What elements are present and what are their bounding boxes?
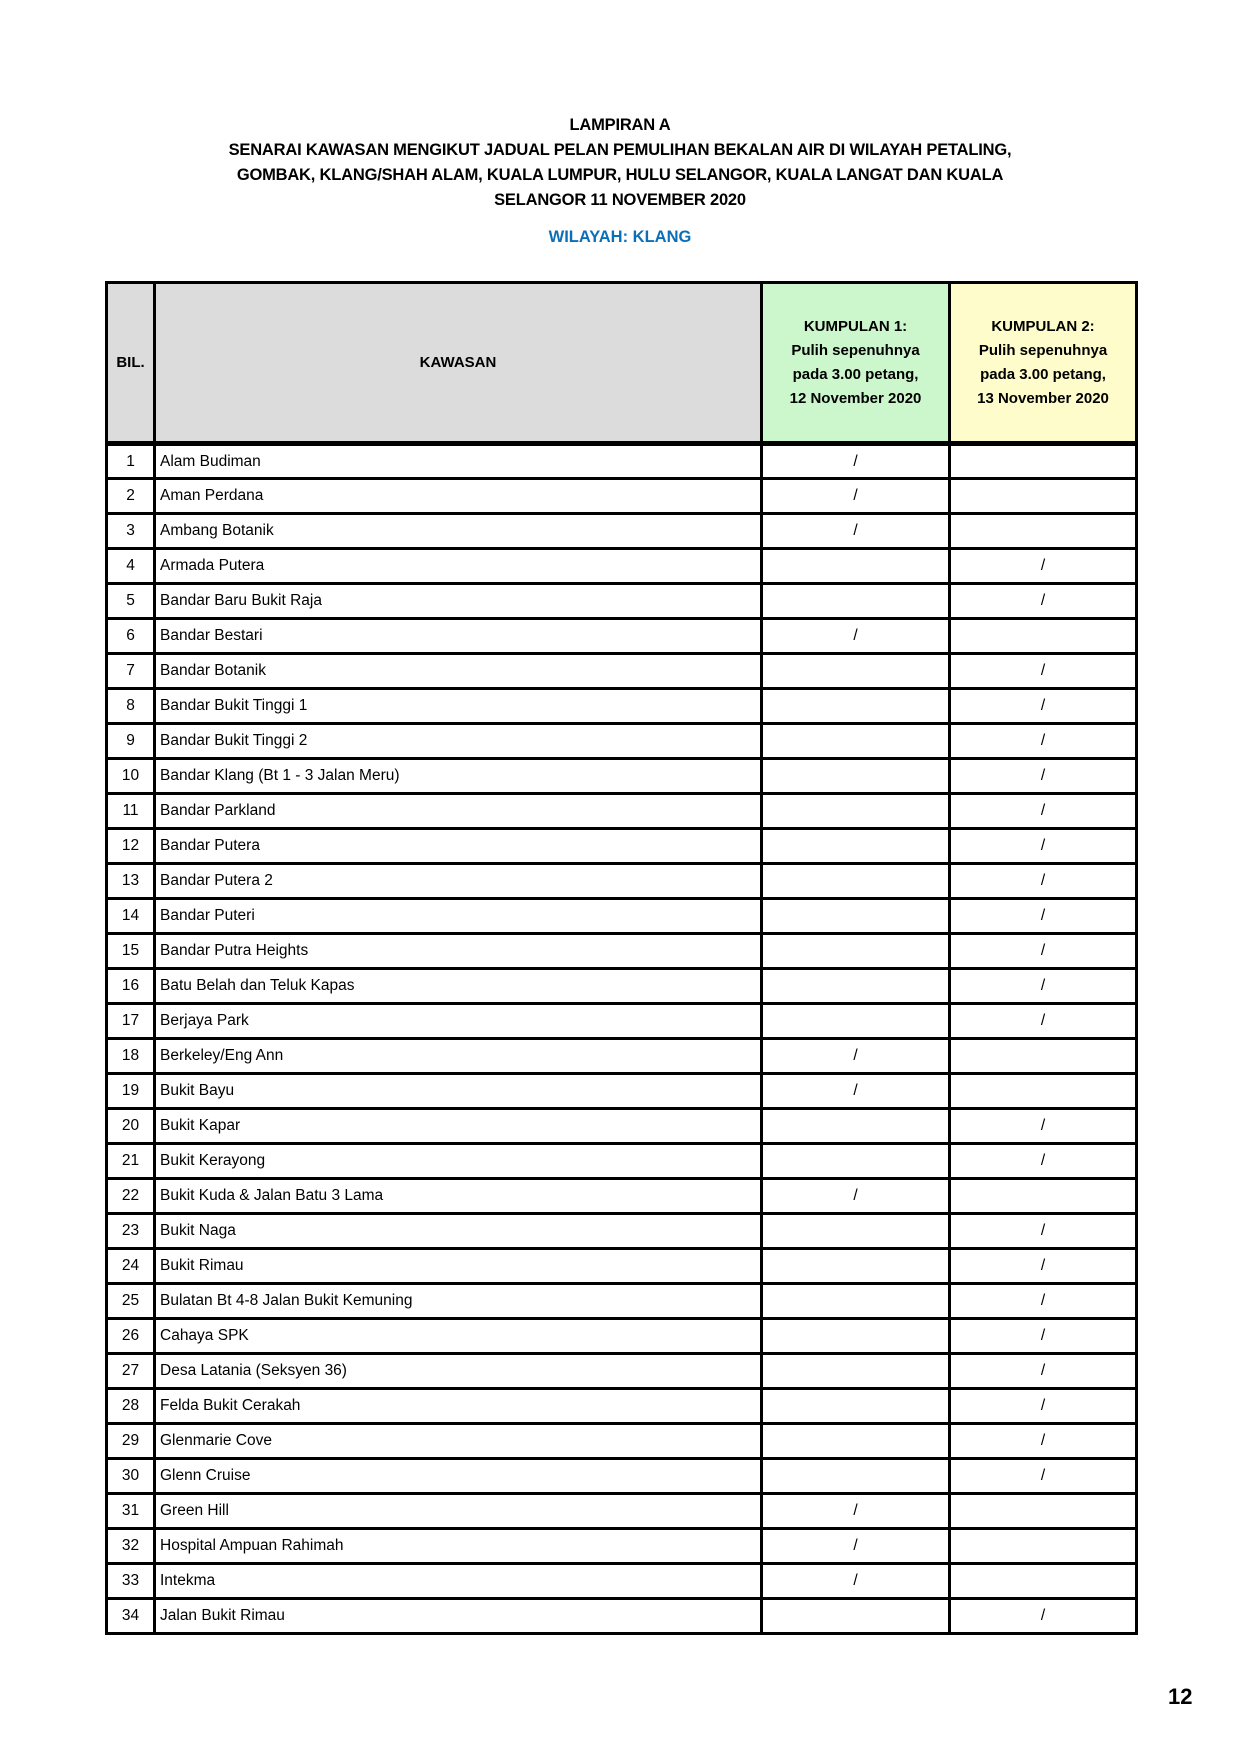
bil-cell: 19	[107, 1074, 155, 1109]
kawasan-cell: Bukit Bayu	[155, 1074, 762, 1109]
kumpulan2-cell: /	[950, 1389, 1137, 1424]
bil-cell: 16	[107, 969, 155, 1004]
kumpulan2-cell: /	[950, 1284, 1137, 1319]
kumpulan2-cell	[950, 1039, 1137, 1074]
kawasan-cell: Bandar Parkland	[155, 794, 762, 829]
kumpulan1-line-1: Pulih sepenuhnya	[791, 341, 920, 359]
kumpulan2-cell: /	[950, 689, 1137, 724]
table-row	[107, 1389, 1137, 1424]
bil-cell: 27	[107, 1354, 155, 1389]
kumpulan2-cell	[950, 514, 1137, 549]
kumpulan2-cell: /	[950, 724, 1137, 759]
kumpulan1-cell	[762, 864, 950, 899]
bil-cell: 10	[107, 759, 155, 794]
header-bil: BIL.	[107, 283, 155, 444]
table-header-row	[107, 283, 1137, 444]
kumpulan2-cell	[950, 1179, 1137, 1214]
kumpulan1-cell	[762, 1109, 950, 1144]
kumpulan1-cell	[762, 759, 950, 794]
header-kumpulan-2	[950, 283, 1137, 444]
bil-cell: 34	[107, 1599, 155, 1634]
kawasan-cell: Alam Budiman	[155, 444, 762, 479]
kumpulan1-cell	[762, 1599, 950, 1634]
bil-cell: 31	[107, 1494, 155, 1529]
kawasan-cell: Bandar Bukit Tinggi 2	[155, 724, 762, 759]
bil-cell: 4	[107, 549, 155, 584]
table-row	[107, 1354, 1137, 1389]
bil-cell: 11	[107, 794, 155, 829]
kumpulan1-cell: /	[762, 514, 950, 549]
table-row	[107, 899, 1137, 934]
kumpulan1-cell	[762, 1319, 950, 1354]
table-row	[107, 724, 1137, 759]
kawasan-cell: Jalan Bukit Rimau	[155, 1599, 762, 1634]
table-row	[107, 1179, 1137, 1214]
kumpulan1-cell	[762, 549, 950, 584]
water-recovery-schedule-table	[105, 281, 1138, 1635]
kumpulan1-line-2: pada 3.00 petang,	[792, 365, 919, 383]
kumpulan2-line-1: Pulih sepenuhnya	[978, 341, 1108, 359]
table-row	[107, 1004, 1137, 1039]
kumpulan1-cell	[762, 899, 950, 934]
table-row	[107, 444, 1137, 479]
kawasan-cell: Intekma	[155, 1564, 762, 1599]
kawasan-cell: Ambang Botanik	[155, 514, 762, 549]
kumpulan2-line-2: pada 3.00 petang,	[980, 365, 1106, 383]
kumpulan1-cell	[762, 689, 950, 724]
kumpulan2-cell: /	[950, 829, 1137, 864]
table-row	[107, 654, 1137, 689]
table-row	[107, 619, 1137, 654]
kumpulan2-cell: /	[950, 864, 1137, 899]
table-row	[107, 1249, 1137, 1284]
kumpulan1-cell: /	[762, 1564, 950, 1599]
kawasan-cell: Bulatan Bt 4-8 Jalan Bukit Kemuning	[155, 1284, 762, 1319]
kumpulan2-cell: /	[950, 584, 1137, 619]
bil-cell: 20	[107, 1109, 155, 1144]
kumpulan1-cell	[762, 969, 950, 1004]
kumpulan2-cell: /	[950, 654, 1137, 689]
kumpulan2-cell: /	[950, 934, 1137, 969]
kawasan-cell: Green Hill	[155, 1494, 762, 1529]
table-row	[107, 479, 1137, 514]
table-row	[107, 584, 1137, 619]
table-row	[107, 1214, 1137, 1249]
kumpulan1-cell: /	[762, 1529, 950, 1564]
kawasan-cell: Bandar Bukit Tinggi 1	[155, 689, 762, 724]
kumpulan2-cell: /	[950, 794, 1137, 829]
bil-cell: 30	[107, 1459, 155, 1494]
title-line-3: SELANGOR 11 NOVEMBER 2020	[494, 191, 746, 209]
kumpulan2-line-3: 13 November 2020	[977, 389, 1109, 407]
header-kumpulan-1	[762, 283, 950, 444]
kawasan-cell: Bandar Putera 2	[155, 864, 762, 899]
bil-cell: 29	[107, 1424, 155, 1459]
kumpulan2-line-0: KUMPULAN 2:	[991, 317, 1095, 335]
table-row	[107, 1144, 1137, 1179]
kumpulan1-cell: /	[762, 1039, 950, 1074]
kumpulan1-cell	[762, 654, 950, 689]
kumpulan1-cell	[762, 584, 950, 619]
bil-cell: 32	[107, 1529, 155, 1564]
kumpulan1-cell	[762, 1424, 950, 1459]
table-body	[107, 444, 1137, 1634]
kumpulan2-cell: /	[950, 1459, 1137, 1494]
kawasan-cell: Hospital Ampuan Rahimah	[155, 1529, 762, 1564]
table-row	[107, 1319, 1137, 1354]
bil-cell: 18	[107, 1039, 155, 1074]
kumpulan1-cell: /	[762, 479, 950, 514]
table-row	[107, 1494, 1137, 1529]
title-line-2: GOMBAK, KLANG/SHAH ALAM, KUALA LUMPUR, HULU SELANGOR, KUALA LANGAT DAN KUALA	[236, 166, 1004, 184]
kawasan-cell: Bandar Baru Bukit Raja	[155, 584, 762, 619]
table-row	[107, 794, 1137, 829]
kumpulan1-cell	[762, 1284, 950, 1319]
region-label: WILAYAH: KLANG	[548, 228, 692, 246]
kumpulan1-cell	[762, 1214, 950, 1249]
bil-cell: 9	[107, 724, 155, 759]
title-line-1: SENARAI KAWASAN MENGIKUT JADUAL PELAN PEMULIHAN BEKALAN AIR DI WILAYAH PETALING,	[228, 141, 1012, 159]
kawasan-cell: Bandar Putra Heights	[155, 934, 762, 969]
bil-cell: 14	[107, 899, 155, 934]
table-row	[107, 759, 1137, 794]
table-row	[107, 1284, 1137, 1319]
kumpulan1-cell: /	[762, 619, 950, 654]
kawasan-cell: Berjaya Park	[155, 1004, 762, 1039]
kawasan-cell: Cahaya SPK	[155, 1319, 762, 1354]
kumpulan1-line-3: 12 November 2020	[789, 389, 922, 407]
bil-cell: 22	[107, 1179, 155, 1214]
kawasan-cell: Batu Belah dan Teluk Kapas	[155, 969, 762, 1004]
page-number: 12	[1168, 1684, 1193, 1709]
kumpulan1-cell	[762, 794, 950, 829]
kumpulan1-cell: /	[762, 1179, 950, 1214]
kumpulan2-cell: /	[950, 1249, 1137, 1284]
kumpulan2-cell	[950, 1564, 1137, 1599]
bil-cell: 24	[107, 1249, 155, 1284]
table-row	[107, 1109, 1137, 1144]
kumpulan2-cell	[950, 1494, 1137, 1529]
table-row	[107, 1529, 1137, 1564]
bil-cell: 1	[107, 444, 155, 479]
bil-cell: 33	[107, 1564, 155, 1599]
bil-cell: 7	[107, 654, 155, 689]
kumpulan1-cell: /	[762, 1074, 950, 1109]
kumpulan1-cell	[762, 1144, 950, 1179]
kumpulan2-cell: /	[950, 1599, 1137, 1634]
kawasan-cell: Bandar Klang (Bt 1 - 3 Jalan Meru)	[155, 759, 762, 794]
bil-cell: 8	[107, 689, 155, 724]
bil-cell: 13	[107, 864, 155, 899]
bil-cell: 12	[107, 829, 155, 864]
kawasan-cell: Bukit Kuda & Jalan Batu 3 Lama	[155, 1179, 762, 1214]
table-row	[107, 1459, 1137, 1494]
kawasan-cell: Bandar Putera	[155, 829, 762, 864]
kumpulan1-cell	[762, 1249, 950, 1284]
table-row	[107, 934, 1137, 969]
kumpulan1-line-0: KUMPULAN 1:	[803, 317, 908, 335]
kumpulan2-cell: /	[950, 1144, 1137, 1179]
kumpulan1-cell	[762, 934, 950, 969]
kumpulan2-cell	[950, 1529, 1137, 1564]
bil-cell: 15	[107, 934, 155, 969]
kawasan-cell: Bandar Bestari	[155, 619, 762, 654]
kumpulan2-cell: /	[950, 549, 1137, 584]
table-row	[107, 1564, 1137, 1599]
bil-cell: 23	[107, 1214, 155, 1249]
kumpulan2-cell: /	[950, 899, 1137, 934]
table-row	[107, 514, 1137, 549]
kawasan-cell: Berkeley/Eng Ann	[155, 1039, 762, 1074]
table-row	[107, 829, 1137, 864]
kumpulan1-cell: /	[762, 444, 950, 479]
table-row	[107, 1599, 1137, 1634]
kawasan-cell: Armada Putera	[155, 549, 762, 584]
bil-cell: 28	[107, 1389, 155, 1424]
kawasan-cell: Bukit Naga	[155, 1214, 762, 1249]
bil-cell: 26	[107, 1319, 155, 1354]
title-line-lampiran: LAMPIRAN A	[569, 116, 671, 134]
kumpulan2-cell: /	[950, 1319, 1137, 1354]
kawasan-cell: Bandar Puteri	[155, 899, 762, 934]
table-row	[107, 864, 1137, 899]
bil-cell: 6	[107, 619, 155, 654]
kumpulan2-cell: /	[950, 1424, 1137, 1459]
kumpulan2-cell: /	[950, 1354, 1137, 1389]
bil-cell: 17	[107, 1004, 155, 1039]
kumpulan2-cell	[950, 619, 1137, 654]
kumpulan2-cell: /	[950, 1109, 1137, 1144]
kumpulan2-cell: /	[950, 759, 1137, 794]
kumpulan1-cell	[762, 724, 950, 759]
kumpulan2-cell: /	[950, 1004, 1137, 1039]
header-kawasan: KAWASAN	[155, 283, 762, 444]
bil-cell: 3	[107, 514, 155, 549]
kumpulan1-cell	[762, 1354, 950, 1389]
table-row	[107, 1074, 1137, 1109]
table-row	[107, 1424, 1137, 1459]
table-row	[107, 689, 1137, 724]
kawasan-cell: Aman Perdana	[155, 479, 762, 514]
kawasan-cell: Bandar Botanik	[155, 654, 762, 689]
bil-cell: 21	[107, 1144, 155, 1179]
table-row	[107, 1039, 1137, 1074]
kawasan-cell: Bukit Kerayong	[155, 1144, 762, 1179]
kumpulan2-cell	[950, 444, 1137, 479]
kumpulan1-cell	[762, 1459, 950, 1494]
kumpulan2-cell	[950, 479, 1137, 514]
kumpulan1-cell	[762, 1389, 950, 1424]
kawasan-cell: Glenn Cruise	[155, 1459, 762, 1494]
bil-cell: 25	[107, 1284, 155, 1319]
kumpulan1-cell: /	[762, 1494, 950, 1529]
kawasan-cell: Bukit Rimau	[155, 1249, 762, 1284]
kawasan-cell: Glenmarie Cove	[155, 1424, 762, 1459]
document-title	[0, 113, 1240, 213]
kawasan-cell: Felda Bukit Cerakah	[155, 1389, 762, 1424]
kawasan-cell: Desa Latania (Seksyen 36)	[155, 1354, 762, 1389]
bil-cell: 2	[107, 479, 155, 514]
table-row	[107, 969, 1137, 1004]
bil-cell: 5	[107, 584, 155, 619]
kumpulan2-cell: /	[950, 1214, 1137, 1249]
kumpulan2-cell	[950, 1074, 1137, 1109]
table-row	[107, 549, 1137, 584]
kawasan-cell: Bukit Kapar	[155, 1109, 762, 1144]
kumpulan2-cell: /	[950, 969, 1137, 1004]
kumpulan1-cell	[762, 829, 950, 864]
kumpulan1-cell	[762, 1004, 950, 1039]
